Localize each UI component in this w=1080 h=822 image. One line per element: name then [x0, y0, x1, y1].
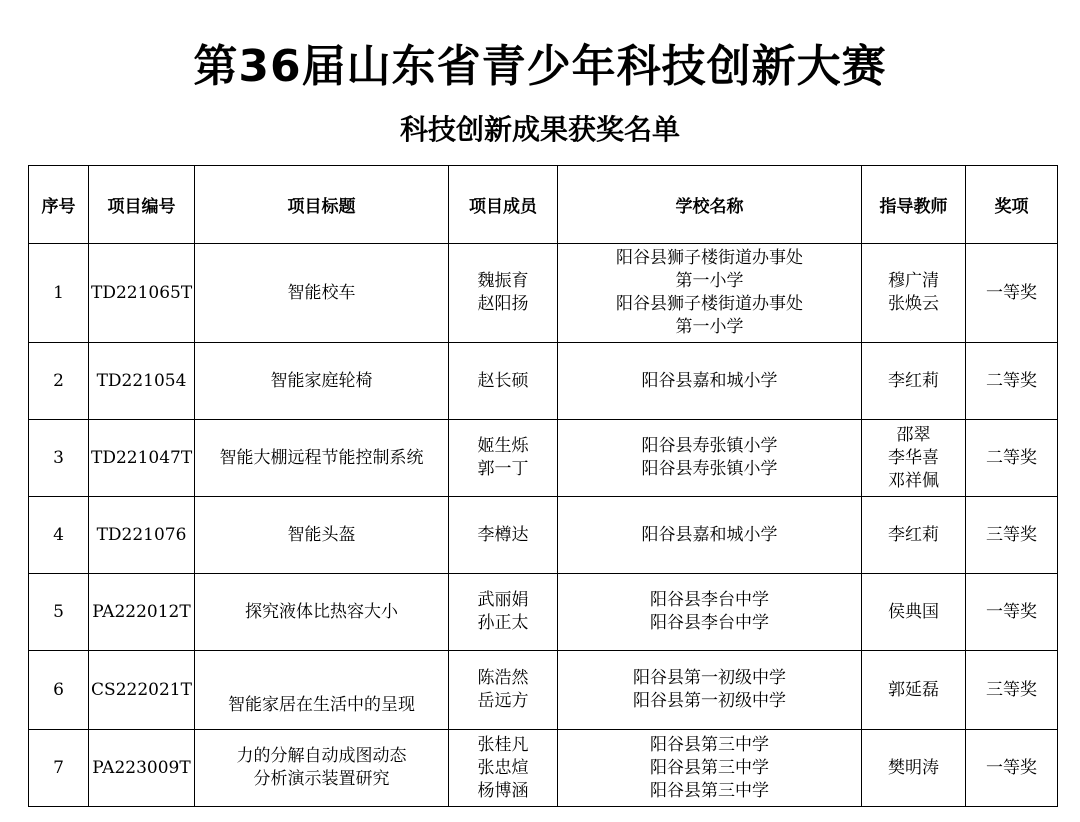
project-code: TD221047T: [89, 420, 195, 497]
school-line: 阳谷县第三中学: [650, 780, 769, 801]
project-code: TD221065T: [89, 244, 195, 343]
header-cell: 项目编号: [89, 166, 195, 244]
header-cell: 指导教师: [862, 166, 966, 244]
teacher-name: 郭延磊: [888, 679, 939, 700]
member-name: 岳远方: [477, 691, 529, 711]
table-row: [29, 343, 1058, 420]
header-cell: 奖项: [966, 166, 1058, 244]
project-members: [449, 730, 558, 807]
header-cell: 序号: [29, 166, 89, 244]
header-cell: 项目成员: [449, 166, 558, 244]
project-code: PA222012T: [89, 574, 195, 651]
teacher-name: 邵翠: [896, 424, 931, 445]
school-line: 阳谷县嘉和城小学: [641, 524, 778, 545]
table-row: [29, 497, 1058, 574]
row-number: 6: [29, 651, 89, 730]
member-name: 魏振育: [477, 271, 529, 291]
table-row: [29, 651, 1058, 730]
title-line: 智能校车: [287, 282, 356, 303]
member-name: 赵长硕: [477, 370, 529, 391]
school-names: [558, 420, 862, 497]
teacher-name: 张焕云: [888, 294, 939, 314]
school-names: [558, 651, 862, 730]
project-members: [449, 343, 558, 420]
project-members: [449, 651, 558, 730]
school-line: 阳谷县寿张镇小学: [641, 459, 778, 479]
school-line: 阳谷县李台中学: [650, 590, 769, 610]
teacher-name: 穆广清: [888, 271, 939, 291]
table-row: [29, 244, 1058, 343]
school-line: 阳谷县嘉和城小学: [641, 370, 778, 391]
teacher-name: 李华喜: [888, 447, 939, 468]
project-title: [195, 497, 449, 574]
school-line: 阳谷县狮子楼街道办事处: [616, 294, 803, 314]
row-number: 2: [29, 343, 89, 420]
member-name: 姬生烁: [477, 436, 529, 456]
award: 一等奖: [966, 730, 1058, 807]
member-name: 郭一丁: [477, 459, 529, 479]
school-names: [558, 244, 862, 343]
teachers: [862, 574, 966, 651]
teachers: [862, 244, 966, 343]
row-number: 7: [29, 730, 89, 807]
school-line: 阳谷县第一初级中学: [633, 691, 786, 711]
member-name: 武丽娟: [477, 590, 529, 610]
school-line: 阳谷县狮子楼街道办事处: [616, 248, 803, 268]
project-code: TD221076: [89, 497, 195, 574]
project-title: [195, 574, 449, 651]
member-name: 赵阳扬: [477, 294, 529, 314]
header-cell: 学校名称: [558, 166, 862, 244]
award: 二等奖: [966, 343, 1058, 420]
member-name: 孙正太: [477, 613, 529, 633]
table-row: [29, 730, 1058, 807]
teacher-name: 樊明涛: [888, 757, 939, 778]
teachers: [862, 420, 966, 497]
project-code: CS222021T: [89, 651, 195, 730]
page-title: 第36届山东省青少年科技创新大赛: [193, 41, 887, 92]
project-code: PA223009T: [89, 730, 195, 807]
table-row: [29, 420, 1058, 497]
row-number: 3: [29, 420, 89, 497]
member-name: 杨博涵: [477, 780, 529, 801]
teachers: [862, 651, 966, 730]
school-line: 阳谷县寿张镇小学: [641, 436, 778, 456]
project-members: [449, 574, 558, 651]
title-line: 智能大棚远程节能控制系统: [219, 447, 424, 468]
award: 三等奖: [966, 497, 1058, 574]
project-title: [195, 343, 449, 420]
award: 二等奖: [966, 420, 1058, 497]
project-members: [449, 244, 558, 343]
title-line: 探究液体比热容大小: [245, 601, 398, 622]
project-code: TD221054: [89, 343, 195, 420]
school-names: [558, 574, 862, 651]
project-title: [195, 730, 449, 807]
school-line: 阳谷县第三中学: [650, 757, 769, 778]
school-line: 第一小学: [675, 317, 744, 337]
project-title: [195, 420, 449, 497]
award: 三等奖: [966, 651, 1058, 730]
member-name: 张忠煊: [477, 757, 529, 778]
title-line: 智能头盔: [287, 524, 356, 545]
header-cell: 项目标题: [195, 166, 449, 244]
teacher-name: 侯典国: [888, 601, 939, 622]
member-name: 张桂凡: [477, 734, 529, 755]
member-name: 李樽达: [477, 524, 529, 545]
school-line: 阳谷县李台中学: [650, 613, 769, 633]
member-name: 陈浩然: [477, 668, 529, 688]
school-names: [558, 497, 862, 574]
school-line: 阳谷县第一初级中学: [633, 668, 786, 688]
teacher-name: 李红莉: [888, 524, 939, 545]
title-line: 智能家居在生活中的呈现: [228, 694, 415, 715]
table-row: [29, 574, 1058, 651]
title-line: 力的分解自动成图动态: [236, 746, 407, 766]
school-names: [558, 730, 862, 807]
teachers: [862, 730, 966, 807]
header-row: [29, 166, 1058, 244]
title-line: 分析演示装置研究: [253, 769, 390, 789]
row-number: 1: [29, 244, 89, 343]
award: 一等奖: [966, 244, 1058, 343]
school-line: 阳谷县第三中学: [650, 734, 769, 755]
teachers: [862, 497, 966, 574]
teachers: [862, 343, 966, 420]
row-number: 5: [29, 574, 89, 651]
school-line: 第一小学: [675, 271, 744, 291]
project-members: [449, 497, 558, 574]
school-names: [558, 343, 862, 420]
row-number: 4: [29, 497, 89, 574]
awards-table: [28, 165, 1058, 807]
project-title: [195, 244, 449, 343]
teacher-name: 邓祥佩: [888, 470, 939, 491]
award: 一等奖: [966, 574, 1058, 651]
project-title: [195, 651, 449, 730]
teacher-name: 李红莉: [888, 370, 939, 391]
page-subtitle: 科技创新成果获奖名单: [399, 113, 680, 146]
title-line: 智能家庭轮椅: [270, 370, 373, 391]
project-members: [449, 420, 558, 497]
